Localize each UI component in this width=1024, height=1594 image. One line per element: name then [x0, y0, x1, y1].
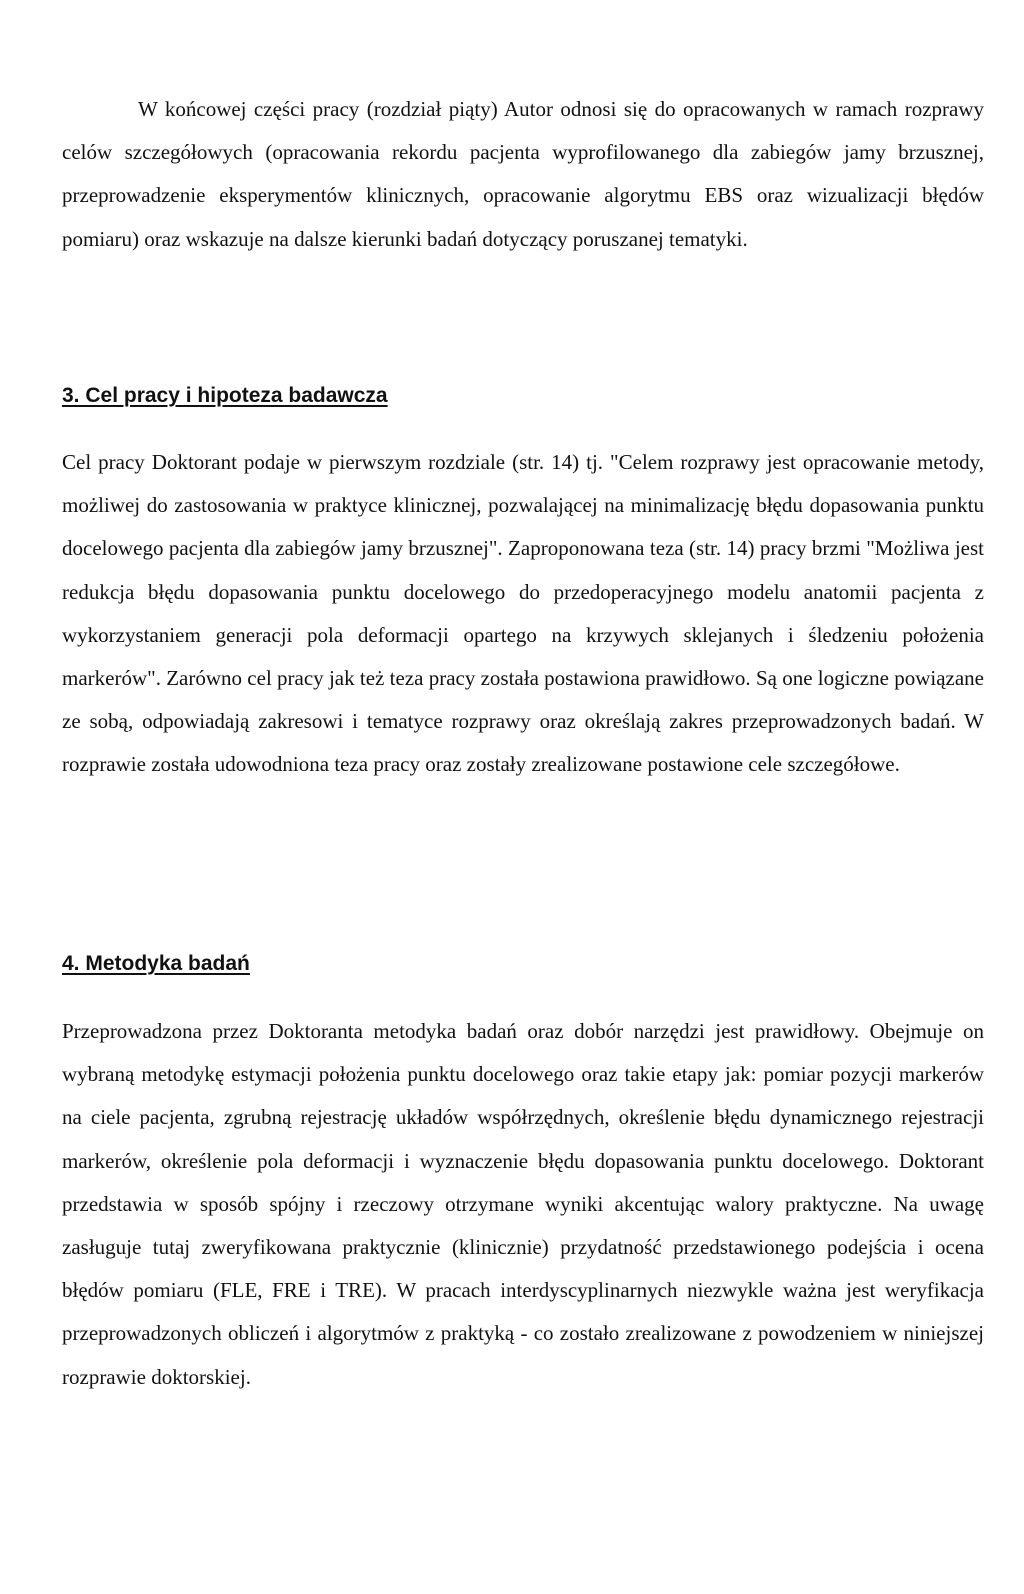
- section-3-paragraph: Cel pracy Doktorant podaje w pierwszym rozdziale (str. 14) tj. "Celem rozprawy jest opracowanie metody, możliwej do zastosowania w praktyce klinicznej, pozwalającej na minimalizację błędu dopasowania punktu docelowego pacjenta dla zabiegów jamy brzusznej". Zaproponowana teza (str. 14) pracy brzmi "Możliwa jest redukcja błędu dopasowania punktu docelowego do przedoperacyjnego modelu anatomii pacjenta z wykorzystaniem generacji pola deformacji opartego na krzywych sklejanych i śledzeniu położenia markerów". Zarówno cel pracy jak też teza pracy została postawiona prawidłowo. Są one logiczne powiązane ze sobą, odpowiadają zakresowi i tematyce rozprawy oraz określają zakres przeprowadzonych badań. W rozprawie została udowodniona teza pracy oraz zostały zrealizowane postawione cele szczegółowe.: [62, 450, 984, 777]
- section-4-paragraph: Przeprowadzona przez Doktoranta metodyka badań oraz dobór narzędzi jest prawidłowy. Obejmuje on wybraną metodykę estymacji położenia punktu docelowego oraz takie etapy jak: pomiar pozycji markerów na ciele pacjenta, zgrubną rejestrację układów współrzędnych, określenie błędu dynamicznego rejestracji markerów, określenie pola deformacji i wyznaczenie błędu dopasowania punktu docelowego. Doktorant przedstawia w sposób spójny i rzeczowy otrzymane wyniki akcentując walory praktyczne. Na uwagę zasługuje tutaj zweryfikowana praktycznie (klinicznie) przydatność przedstawionego podejścia i ocena błędów pomiaru (FLE, FRE i TRE). W pracach interdyscyplinarnych niezwykle ważna jest weryfikacja przeprowadzonych obliczeń i algorytmów z praktyką - co zostało zrealizowane z powodzeniem w niniejszej rozprawie doktorskiej.: [62, 1019, 984, 1389]
- section-3-heading: 3. Cel pracy i hipoteza badawcza: [62, 384, 388, 407]
- intro-paragraph: W końcowej części pracy (rozdział piąty) Autor odnosi się do opracowanych w ramach rozprawy celów szczegółowych (opracowania rekordu pacjenta wyprofilowanego dla zabiegów jamy brzusznej, przeprowadzenie eksperymentów klinicznych, opracowanie algorytmu EBS oraz wizualizacji błędów pomiaru) oraz wskazuje na dalsze kierunki badań dotyczący poruszanej tematyki.: [62, 97, 984, 251]
- section-4-heading: 4. Metodyka badań: [62, 952, 250, 975]
